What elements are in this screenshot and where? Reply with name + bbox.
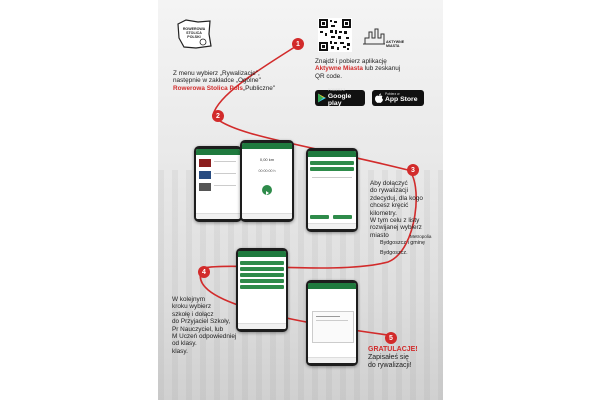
tracker-distance: 0,00 km — [259, 157, 275, 162]
step-3-line: zdecyduj, dla kogo — [370, 194, 423, 202]
logo-line: ROWEROWA — [182, 27, 206, 31]
phone-confirmation — [306, 280, 358, 366]
phone-rywalizacje-list — [194, 146, 242, 222]
step-1-tail: „Publiczne" — [242, 84, 276, 92]
step-1-highlight: Rowerowa Stolica Pols — [173, 84, 243, 92]
step-1-badge: 1 — [292, 38, 304, 50]
app-intro-text — [315, 58, 440, 80]
qr-code-icon — [318, 18, 352, 52]
step-5-line: do rywalizacji! — [368, 362, 412, 369]
google-play-label: Google play — [327, 92, 352, 107]
step-4-line: W kolejnym — [172, 296, 206, 303]
phone-screen — [308, 283, 356, 363]
google-play-button[interactable] — [315, 90, 365, 106]
app-intro-line: Znajdź i pobierz aplikację — [315, 58, 387, 65]
aktywne-miasta-logo-text — [386, 40, 404, 48]
phone-screen — [242, 143, 292, 219]
step-3-line: kilometry. — [370, 209, 397, 217]
step-3-overlay: Bydgoszcz. — [380, 250, 408, 256]
app-store-button[interactable] — [372, 90, 424, 106]
step-5-line: Zapisałeś się — [368, 354, 409, 361]
app-store-label: App Store — [385, 96, 418, 104]
app-name: Aktywne Miasta — [315, 65, 363, 73]
step-4-text — [172, 296, 252, 355]
step-1-line: następnie w zakładce „Ogólne" — [173, 77, 261, 85]
logo-line: STOLICA — [186, 31, 202, 35]
confirmation-dialog — [312, 311, 354, 343]
step-5-badge: 5 — [385, 332, 397, 344]
tracker-time: 00:00:00 h — [258, 169, 276, 173]
step-3-line: miasto — [370, 231, 389, 239]
step-4-badge: 4 — [198, 266, 210, 278]
step-5-title: GRATULACJE! — [368, 346, 418, 353]
poster — [158, 0, 443, 400]
step-3-badge: 3 — [407, 164, 419, 176]
step-3-text — [370, 180, 440, 239]
am-logo-line: MIASTA — [386, 44, 400, 48]
app-intro-end: QR code. — [315, 72, 342, 80]
app-intro-tail: lub zeskanuj — [362, 65, 401, 73]
phone-screen — [196, 149, 240, 219]
step-4-line: do Przyjaciel Szkoły, — [172, 318, 231, 326]
logo-line: POLSKI — [187, 35, 201, 39]
step-3-line: Aby dołączyć — [370, 180, 408, 187]
step-4-line: M Uczeń odpowiedniej — [172, 333, 237, 341]
step-3-line: do rywalizacji — [370, 187, 409, 195]
step-4-line: szkołę i dołącz — [172, 310, 214, 318]
step-5-text — [368, 346, 440, 370]
step-3-line: W tym celu z listy — [370, 217, 420, 225]
google-play-icon — [318, 93, 326, 103]
step-1-line: Z menu wybierz „Rywalizacje", — [173, 70, 260, 77]
step-4-line: kroku wybierz — [172, 303, 212, 311]
play-icon[interactable] — [262, 185, 272, 195]
step-4-line: Pr Nauczyciel, lub — [172, 325, 224, 333]
am-logo-line: AKTYWNE — [386, 40, 405, 44]
phone-city-select — [306, 148, 358, 232]
step-2-badge: 2 — [212, 110, 224, 122]
step-3-line: chcesz kręcić — [370, 202, 409, 210]
google-play-small: POBIERZ Z — [327, 88, 346, 93]
phone-screen — [308, 151, 356, 229]
phone-tracker — [240, 140, 294, 222]
step-4-line: klasy. — [172, 347, 188, 355]
app-store-small: Pobierz w — [385, 91, 400, 96]
step-3-overlay: Metropolia — [410, 234, 432, 239]
apple-icon — [375, 93, 383, 103]
step-3-overlay: Bydgoszcz i gminę — [380, 240, 425, 246]
logo-text — [176, 27, 212, 39]
step-4-line: od klasy. — [172, 340, 197, 348]
step-3-line: rozwijanej wybierz — [370, 224, 422, 232]
step-1-text — [173, 70, 303, 92]
